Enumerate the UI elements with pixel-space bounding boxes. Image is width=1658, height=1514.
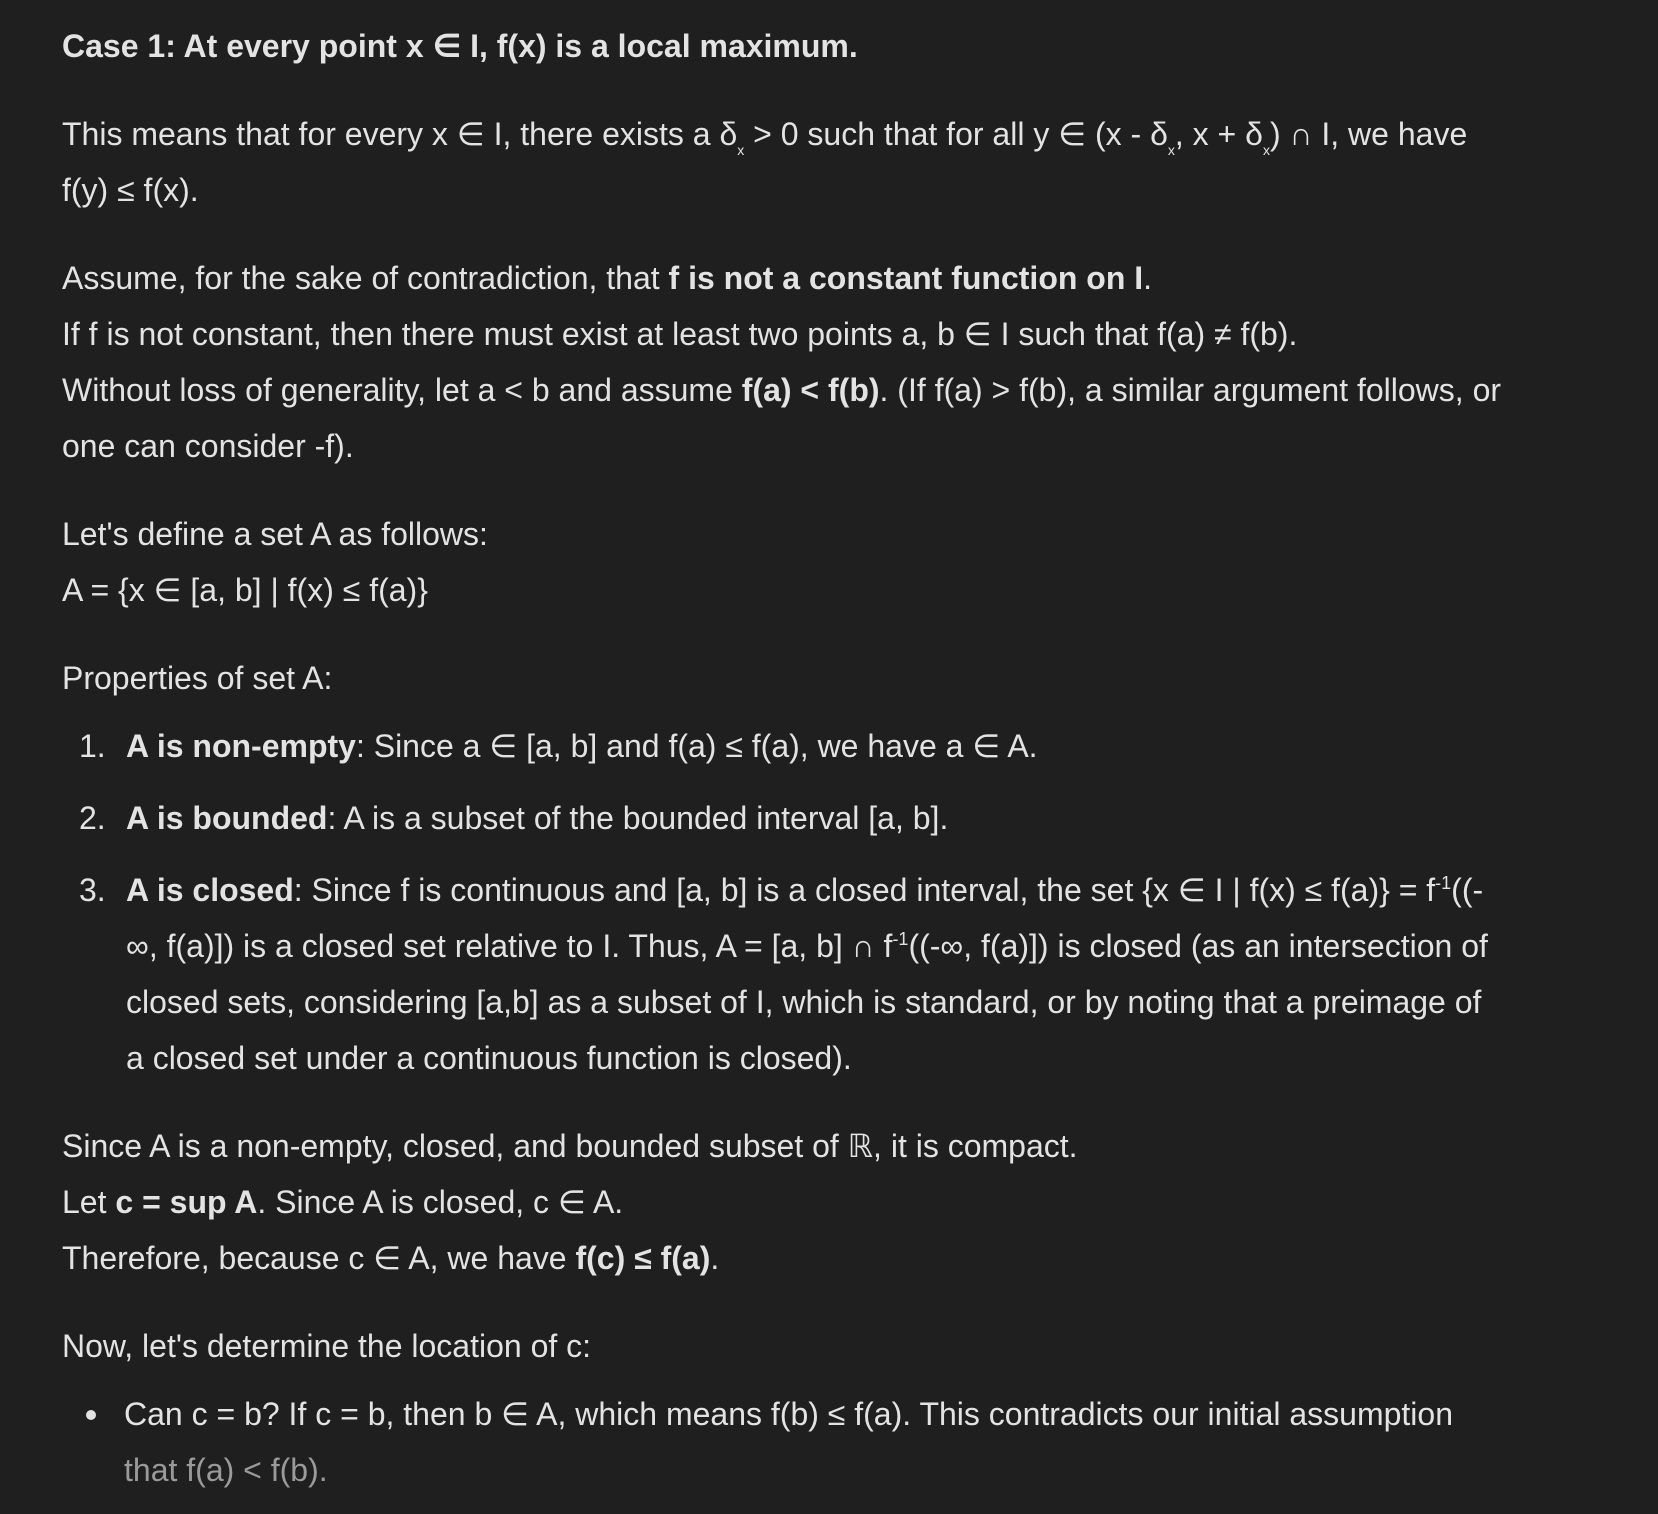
superscript: -1 <box>892 929 909 949</box>
text: Without loss of generality, let a < b and assume <box>62 372 742 408</box>
list-item <box>62 790 1502 846</box>
subscript-x: x <box>1262 142 1270 158</box>
bold-text: A is closed <box>126 872 294 908</box>
paragraph-local-maximum <box>62 106 1502 218</box>
sup-line <box>62 1174 1502 1230</box>
define-line: Let's define a set A as follows: <box>62 516 488 552</box>
bold-text: A is bounded <box>126 800 328 836</box>
text: : A is a subset of the bounded interval [a, b]. <box>327 800 949 836</box>
list-item <box>62 718 1502 774</box>
text: Let <box>62 1184 116 1220</box>
list-item <box>62 862 1502 1086</box>
text: : Since f is continuous and [a, b] is a closed interval, the set {x ∈ I | f(x) ≤ f(a)} = f <box>293 872 1436 908</box>
wlog-line <box>62 362 1502 474</box>
bold-text: f(c) ≤ f(a) <box>575 1240 711 1276</box>
text: : Since a ∈ [a, b] and f(a) ≤ f(a), we have a ∈ A. <box>355 728 1038 764</box>
bold-text: c = sup A <box>115 1184 258 1220</box>
response-content <box>62 18 1502 1498</box>
text: Can c = b? If c = b, then b ∈ A, which means f(b) ≤ f(a). This contradicts our initial assumption <box>124 1396 1453 1432</box>
subscript-x: x <box>1167 142 1175 158</box>
location-heading: Now, let's determine the location of c: <box>62 1328 592 1364</box>
bold-text: f(a) < f(b) <box>741 372 880 408</box>
bold-text: f is not a constant function on I <box>668 260 1144 296</box>
text: This means that for every x ∈ I, there exists a δ <box>62 116 738 152</box>
list-number: 2. <box>79 800 106 836</box>
list-number: 1. <box>79 728 106 764</box>
text: . Since A is closed, c ∈ A. <box>257 1184 624 1220</box>
therefore-line <box>62 1230 1502 1286</box>
list-number: 3. <box>79 872 106 908</box>
paragraph-define-set <box>62 506 1502 618</box>
properties-heading: Properties of set A: <box>62 660 333 696</box>
text: > 0 such that for all y ∈ (x - δ <box>744 116 1168 152</box>
properties-list <box>62 718 1502 1086</box>
text: ) ∩ I, we have f(y) ≤ f(x). <box>62 116 1468 208</box>
text: Therefore, because c ∈ A, we have <box>62 1240 576 1276</box>
nonconstant-line: If f is not constant, then there must exist at least two points a, b ∈ I such that f(a) ≠ f(b). <box>62 316 1298 352</box>
text: . <box>1143 260 1153 296</box>
text: , x + δ <box>1174 116 1263 152</box>
text: . (If f(a) > f(b), a similar argument follows, or one can consider -f). <box>62 372 1502 464</box>
faded-text: that f(a) < f(b). <box>124 1452 328 1488</box>
bold-text: A is non-empty <box>126 728 356 764</box>
set-definition: A = {x ∈ [a, b] | f(x) ≤ f(a)} <box>62 572 428 608</box>
superscript: -1 <box>1435 873 1452 893</box>
assumption-line <box>62 250 1502 306</box>
subscript-x: x <box>737 142 745 158</box>
text: ((-∞, f(a)]) is closed (as an intersection of closed sets, considering [a,b] as a subset of I, which is standard, or by noting that a preimage of a closed set under a continuous function is closed). <box>126 928 1488 1076</box>
paragraph-assumption <box>62 250 1502 474</box>
text: ((-∞, f(a)]) is a closed set relative to I. Thus, A = [a, b] ∩ f <box>126 872 1484 964</box>
compact-line: Since A is a non-empty, closed, and bounded subset of ℝ, it is compact. <box>62 1128 1078 1164</box>
bullet-dot <box>86 1410 96 1420</box>
bullet-list <box>62 1386 1502 1498</box>
paragraph-compact <box>62 1118 1502 1286</box>
text: . <box>710 1240 720 1276</box>
bullet-item <box>62 1386 1502 1498</box>
text: Assume, for the sake of contradiction, that <box>62 260 669 296</box>
case-heading: Case 1: At every point x ∈ I, f(x) is a local maximum. <box>62 28 858 64</box>
